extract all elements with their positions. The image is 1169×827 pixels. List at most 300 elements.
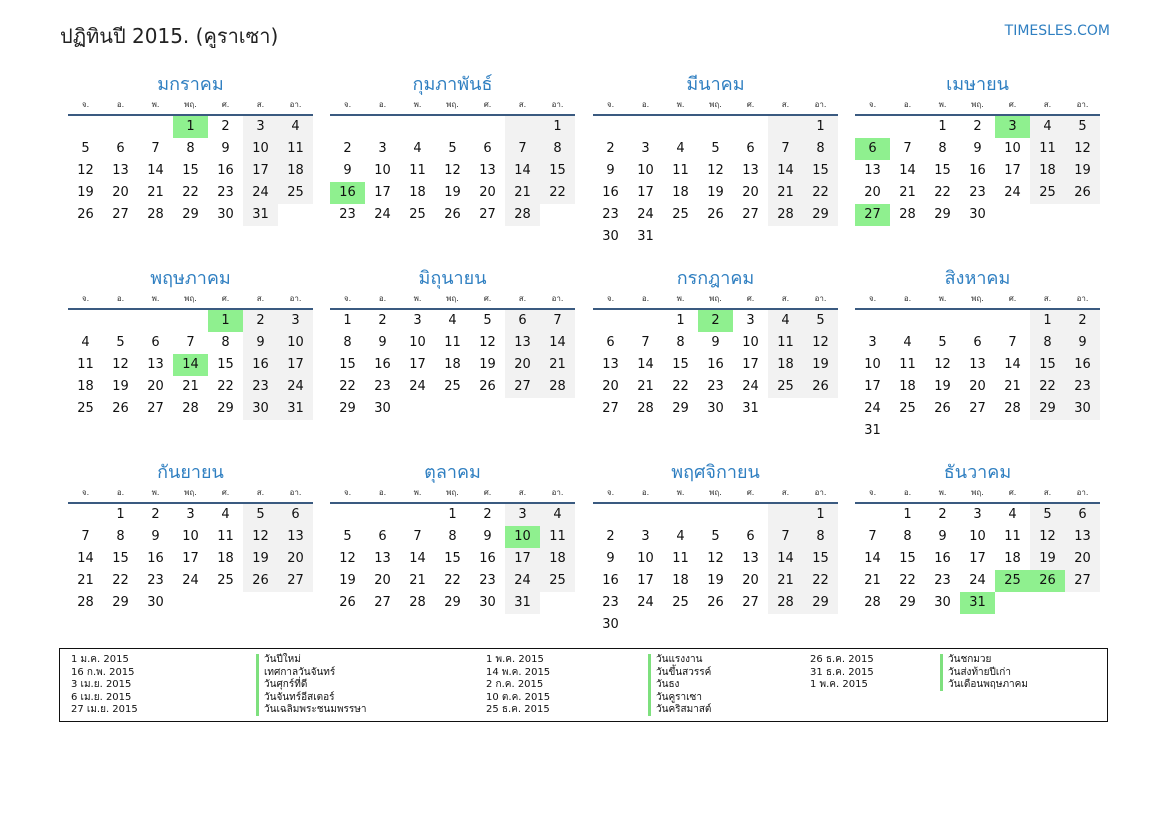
- weekday-label: อา.: [551, 294, 564, 303]
- day-cell: 18: [768, 354, 803, 376]
- weekday-label: ส.: [781, 294, 790, 303]
- day-cell: 24: [742, 379, 759, 394]
- day-cell: 8: [803, 138, 838, 160]
- weekday-label: อา.: [814, 294, 827, 303]
- legend-date: 3 เม.ย. 2015: [71, 679, 132, 690]
- empty-cell: [400, 116, 435, 138]
- day-cell: 21: [540, 354, 575, 376]
- day-cell: 8: [343, 335, 352, 350]
- weekday-label: อ.: [641, 100, 650, 109]
- day-cell: 29: [672, 401, 689, 416]
- day-cell: 19: [803, 354, 838, 376]
- day-cell: 22: [217, 379, 234, 394]
- day-cell: 20: [112, 185, 129, 200]
- weekday-header: [330, 98, 575, 112]
- day-cell: 20: [602, 379, 619, 394]
- empty-cell: [733, 504, 768, 526]
- day-cell: 27: [742, 595, 759, 610]
- day-cell: 20: [1065, 548, 1100, 570]
- day-cell: 24: [409, 379, 426, 394]
- month-block: [855, 460, 1100, 614]
- day-cell: 8: [448, 529, 457, 544]
- weekday-label: จ.: [81, 488, 90, 497]
- day-cell: 7: [768, 138, 803, 160]
- weekday-label: จ.: [606, 294, 615, 303]
- day-cell: 16: [243, 354, 278, 376]
- day-cell: 16: [147, 551, 164, 566]
- legend-date: 26 ธ.ค. 2015: [810, 654, 874, 665]
- day-cell: 5: [448, 141, 457, 156]
- day-cell: 28: [409, 595, 426, 610]
- legend-col3-names: [948, 654, 1028, 692]
- day-cell: 17: [742, 357, 759, 372]
- day-cell: 21: [182, 379, 199, 394]
- weekday-label: ส.: [256, 488, 265, 497]
- weekday-header: [68, 292, 313, 306]
- day-cell: 29: [217, 401, 234, 416]
- day-cell: 6: [278, 504, 313, 526]
- day-cell: 28: [77, 595, 94, 610]
- weekday-label: พฤ.: [446, 100, 459, 109]
- empty-cell: [400, 504, 435, 526]
- day-cell: 15: [672, 357, 689, 372]
- day-cell: 2: [1065, 310, 1100, 332]
- weekday-label: ส.: [1043, 100, 1052, 109]
- empty-cell: [628, 504, 663, 526]
- day-cell: 9: [343, 163, 352, 178]
- day-cell: 17: [182, 551, 199, 566]
- day-cell: 12: [707, 163, 724, 178]
- weekday-label: อา.: [289, 100, 302, 109]
- day-cell: 20: [742, 185, 759, 200]
- day-cell: 14: [409, 551, 426, 566]
- day-cell: 9: [606, 551, 615, 566]
- day-cell: 22: [1030, 376, 1065, 398]
- month-name: มีนาคม: [686, 74, 745, 95]
- day-cell: 13: [742, 163, 759, 178]
- empty-cell: [698, 116, 733, 138]
- weekday-label: พ.: [676, 100, 685, 109]
- day-cell: 6: [1065, 504, 1100, 526]
- day-cell: 2: [378, 313, 387, 328]
- day-cell: 1: [676, 313, 685, 328]
- day-cell: 14: [864, 551, 881, 566]
- day-cell: 27: [1065, 570, 1100, 592]
- weekday-label: พ.: [676, 294, 685, 303]
- day-cell: 27: [742, 207, 759, 222]
- day-cell: 27: [505, 376, 540, 398]
- weekday-label: อา.: [814, 100, 827, 109]
- day-cell: 1: [540, 116, 575, 138]
- day-cell: 26: [339, 595, 356, 610]
- day-cell: 7: [151, 141, 160, 156]
- day-cell: 12: [707, 551, 724, 566]
- empty-cell: [103, 310, 138, 332]
- month-block: [593, 460, 838, 636]
- day-cell: 12: [444, 163, 461, 178]
- empty-cell: [505, 116, 540, 138]
- weekday-label: พ.: [938, 488, 947, 497]
- month-block: [855, 266, 1100, 442]
- holiday-day: 31: [960, 592, 995, 614]
- day-cell: 28: [637, 401, 654, 416]
- weekday-label: อ.: [641, 294, 650, 303]
- day-cell: 25: [444, 379, 461, 394]
- day-cell: 28: [864, 595, 881, 610]
- day-cell: 14: [77, 551, 94, 566]
- day-cell: 27: [969, 401, 986, 416]
- weekday-label: พ.: [151, 100, 160, 109]
- empty-cell: [995, 310, 1030, 332]
- day-cell: 12: [339, 551, 356, 566]
- day-cell: 21: [505, 182, 540, 204]
- day-cell: 11: [768, 332, 803, 354]
- day-cell: 3: [378, 141, 387, 156]
- day-cell: 17: [409, 357, 426, 372]
- empty-cell: [330, 504, 365, 526]
- day-cell: 16: [969, 163, 986, 178]
- day-cell: 27: [112, 207, 129, 222]
- weekday-label: พ.: [151, 294, 160, 303]
- day-cell: 4: [1008, 507, 1017, 522]
- month-block: [68, 72, 313, 226]
- day-cell: 19: [339, 573, 356, 588]
- month-name: พฤศจิกายน: [671, 462, 760, 483]
- legend-holiday: วันคริสมาสต์: [656, 704, 712, 715]
- month-days-grid: [68, 504, 313, 614]
- day-cell: 26: [803, 376, 838, 398]
- day-cell: 5: [803, 310, 838, 332]
- legend-date: 14 พ.ค. 2015: [486, 666, 551, 678]
- day-cell: 30: [479, 595, 496, 610]
- day-cell: 8: [803, 526, 838, 548]
- day-cell: 11: [1004, 529, 1021, 544]
- day-cell: 20: [147, 379, 164, 394]
- day-cell: 10: [182, 529, 199, 544]
- weekday-label: อ.: [378, 488, 387, 497]
- day-cell: 7: [903, 141, 912, 156]
- day-cell: 22: [934, 185, 951, 200]
- day-cell: 9: [151, 529, 160, 544]
- day-cell: 8: [221, 335, 230, 350]
- day-cell: 19: [77, 185, 94, 200]
- month-days-grid: [855, 116, 1100, 226]
- day-cell: 18: [672, 185, 689, 200]
- month-block: [593, 72, 838, 248]
- day-cell: 18: [409, 185, 426, 200]
- weekday-label: อา.: [289, 294, 302, 303]
- day-cell: 23: [217, 185, 234, 200]
- weekday-label: พฤ.: [709, 488, 722, 497]
- weekday-label: ส.: [256, 294, 265, 303]
- weekday-label: อา.: [551, 100, 564, 109]
- day-cell: 14: [768, 160, 803, 182]
- day-cell: 13: [969, 357, 986, 372]
- day-cell: 17: [864, 379, 881, 394]
- empty-cell: [365, 504, 400, 526]
- day-cell: 23: [479, 573, 496, 588]
- day-cell: 19: [707, 185, 724, 200]
- day-cell: 3: [278, 310, 313, 332]
- day-cell: 16: [934, 551, 951, 566]
- day-cell: 25: [278, 182, 313, 204]
- legend-col3-dates: [810, 654, 874, 692]
- month-days-grid: [855, 504, 1100, 614]
- weekday-label: ส.: [1043, 294, 1052, 303]
- day-cell: 5: [483, 313, 492, 328]
- month-days-grid: [593, 116, 838, 248]
- month-name: กันยายน: [157, 462, 224, 483]
- weekday-label: จ.: [81, 100, 90, 109]
- day-cell: 7: [505, 138, 540, 160]
- weekday-label: ส.: [781, 100, 790, 109]
- day-cell: 1: [803, 116, 838, 138]
- day-cell: 2: [243, 310, 278, 332]
- day-cell: 24: [637, 595, 654, 610]
- day-cell: 3: [505, 504, 540, 526]
- day-cell: 2: [973, 119, 982, 134]
- month-name: สิงหาคม: [944, 268, 1011, 289]
- day-cell: 8: [186, 141, 195, 156]
- day-cell: 23: [147, 573, 164, 588]
- day-cell: 11: [540, 526, 575, 548]
- weekday-header: [855, 292, 1100, 306]
- day-cell: 27: [374, 595, 391, 610]
- empty-cell: [768, 116, 803, 138]
- legend-holiday: วันเดือนพฤษภาคม: [948, 679, 1028, 690]
- day-cell: 16: [1065, 354, 1100, 376]
- weekday-label: พฤ.: [971, 294, 984, 303]
- day-cell: 11: [409, 163, 426, 178]
- weekday-label: อ.: [116, 100, 125, 109]
- weekday-header: [855, 486, 1100, 500]
- day-cell: 24: [1004, 185, 1021, 200]
- day-cell: 30: [969, 207, 986, 222]
- day-cell: 12: [1030, 526, 1065, 548]
- day-cell: 13: [1065, 526, 1100, 548]
- weekday-label: ศ.: [221, 488, 230, 497]
- day-cell: 23: [243, 376, 278, 398]
- month-name: พฤษภาคม: [150, 268, 231, 289]
- day-cell: 17: [243, 160, 278, 182]
- day-cell: 13: [602, 357, 619, 372]
- day-cell: 29: [112, 595, 129, 610]
- day-cell: 13: [112, 163, 129, 178]
- weekday-label: ศ.: [483, 100, 492, 109]
- day-cell: 13: [147, 357, 164, 372]
- day-cell: 9: [606, 163, 615, 178]
- month-days-grid: [593, 504, 838, 636]
- day-cell: 7: [186, 335, 195, 350]
- day-cell: 11: [672, 551, 689, 566]
- day-cell: 22: [803, 570, 838, 592]
- day-cell: 9: [1065, 332, 1100, 354]
- weekday-header: [330, 292, 575, 306]
- day-cell: 9: [973, 141, 982, 156]
- legend-holiday: วันคูราเซา: [656, 691, 702, 703]
- day-cell: 17: [969, 551, 986, 566]
- weekday-label: อา.: [551, 488, 564, 497]
- day-cell: 3: [186, 507, 195, 522]
- day-cell: 16: [217, 163, 234, 178]
- day-cell: 7: [641, 335, 650, 350]
- day-cell: 29: [934, 207, 951, 222]
- day-cell: 31: [864, 423, 881, 438]
- empty-cell: [68, 504, 103, 526]
- day-cell: 22: [899, 573, 916, 588]
- day-cell: 22: [540, 182, 575, 204]
- day-cell: 20: [278, 548, 313, 570]
- day-cell: 6: [116, 141, 125, 156]
- weekday-label: ส.: [518, 488, 527, 497]
- weekday-label: จ.: [868, 294, 877, 303]
- day-cell: 30: [602, 617, 619, 632]
- day-cell: 25: [77, 401, 94, 416]
- day-cell: 30: [602, 229, 619, 244]
- month-block: [593, 266, 838, 420]
- day-cell: 8: [540, 138, 575, 160]
- day-cell: 18: [444, 357, 461, 372]
- month-days-grid: [68, 310, 313, 420]
- empty-cell: [960, 310, 995, 332]
- month-name: ตุลาคม: [424, 462, 481, 483]
- legend-date: 25 ธ.ค. 2015: [486, 704, 550, 715]
- empty-cell: [855, 116, 890, 138]
- day-cell: 21: [768, 182, 803, 204]
- legend-col1-dates: [71, 654, 138, 717]
- day-cell: 13: [374, 551, 391, 566]
- day-cell: 10: [374, 163, 391, 178]
- day-cell: 5: [116, 335, 125, 350]
- day-cell: 13: [864, 163, 881, 178]
- day-cell: 4: [1030, 116, 1065, 138]
- weekday-label: พฤ.: [446, 488, 459, 497]
- day-cell: 5: [1030, 504, 1065, 526]
- empty-cell: [890, 310, 925, 332]
- day-cell: 11: [217, 529, 234, 544]
- legend-date: 1 ม.ค. 2015: [71, 654, 129, 665]
- day-cell: 4: [768, 310, 803, 332]
- day-cell: 23: [969, 185, 986, 200]
- weekday-label: จ.: [343, 100, 352, 109]
- weekday-label: อา.: [289, 488, 302, 497]
- holiday-day: 6: [855, 138, 890, 160]
- legend-holiday: วันขึ้นสวรรค์: [656, 666, 712, 678]
- day-cell: 24: [278, 376, 313, 398]
- day-cell: 19: [1065, 160, 1100, 182]
- weekday-label: จ.: [343, 294, 352, 303]
- legend-col1-names: [264, 654, 367, 717]
- weekday-header: [330, 486, 575, 500]
- legend-col2-dates: [486, 654, 550, 717]
- day-cell: 26: [707, 207, 724, 222]
- day-cell: 19: [707, 573, 724, 588]
- day-cell: 19: [934, 379, 951, 394]
- day-cell: 23: [1065, 376, 1100, 398]
- day-cell: 23: [339, 207, 356, 222]
- site-brand-link[interactable]: TIMESLES.COM: [1004, 23, 1110, 39]
- month-block: [68, 266, 313, 420]
- day-cell: 31: [742, 401, 759, 416]
- day-cell: 26: [934, 401, 951, 416]
- day-cell: 18: [540, 548, 575, 570]
- weekday-label: ส.: [781, 488, 790, 497]
- day-cell: 1: [116, 507, 125, 522]
- day-cell: 22: [182, 185, 199, 200]
- legend-holiday: เทศกาลวันจันทร์: [264, 666, 336, 678]
- legend-date: 16 ก.พ. 2015: [71, 666, 135, 678]
- day-cell: 23: [602, 207, 619, 222]
- day-cell: 24: [505, 570, 540, 592]
- day-cell: 29: [182, 207, 199, 222]
- day-cell: 10: [278, 332, 313, 354]
- weekday-header: [68, 98, 313, 112]
- day-cell: 22: [444, 573, 461, 588]
- day-cell: 18: [1030, 160, 1065, 182]
- weekday-label: ศ.: [221, 294, 230, 303]
- day-cell: 17: [637, 573, 654, 588]
- empty-cell: [103, 116, 138, 138]
- month-days-grid: [855, 310, 1100, 442]
- day-cell: 19: [1030, 548, 1065, 570]
- day-cell: 12: [803, 332, 838, 354]
- day-cell: 21: [77, 573, 94, 588]
- weekday-label: พฤ.: [971, 100, 984, 109]
- day-cell: 13: [742, 551, 759, 566]
- day-cell: 19: [243, 548, 278, 570]
- day-cell: 24: [864, 401, 881, 416]
- day-cell: 6: [378, 529, 387, 544]
- day-cell: 18: [899, 379, 916, 394]
- weekday-label: อา.: [1076, 100, 1089, 109]
- day-cell: 9: [243, 332, 278, 354]
- month-name: มิถุนายน: [418, 268, 487, 289]
- day-cell: 14: [147, 163, 164, 178]
- weekday-label: พ.: [938, 294, 947, 303]
- day-cell: 21: [768, 570, 803, 592]
- holiday-day: 10: [505, 526, 540, 548]
- day-cell: 2: [606, 141, 615, 156]
- weekday-label: อ.: [903, 100, 912, 109]
- day-cell: 1: [938, 119, 947, 134]
- day-cell: 28: [899, 207, 916, 222]
- day-cell: 12: [934, 357, 951, 372]
- day-cell: 22: [112, 573, 129, 588]
- month-days-grid: [330, 504, 575, 614]
- day-cell: 21: [409, 573, 426, 588]
- day-cell: 21: [637, 379, 654, 394]
- day-cell: 6: [746, 141, 755, 156]
- day-cell: 7: [540, 310, 575, 332]
- day-cell: 26: [1065, 182, 1100, 204]
- day-cell: 17: [637, 185, 654, 200]
- day-cell: 13: [479, 163, 496, 178]
- day-cell: 9: [711, 335, 720, 350]
- legend-holiday: วันธง: [656, 679, 680, 690]
- month-name: กรกฎาคม: [676, 268, 755, 289]
- day-cell: 2: [151, 507, 160, 522]
- weekday-label: พฤ.: [971, 488, 984, 497]
- day-cell: 26: [77, 207, 94, 222]
- day-cell: 6: [505, 310, 540, 332]
- weekday-label: ศ.: [483, 294, 492, 303]
- day-cell: 23: [602, 595, 619, 610]
- weekday-label: พ.: [413, 488, 422, 497]
- day-cell: 20: [479, 185, 496, 200]
- day-cell: 8: [676, 335, 685, 350]
- day-cell: 3: [243, 116, 278, 138]
- day-cell: 26: [707, 595, 724, 610]
